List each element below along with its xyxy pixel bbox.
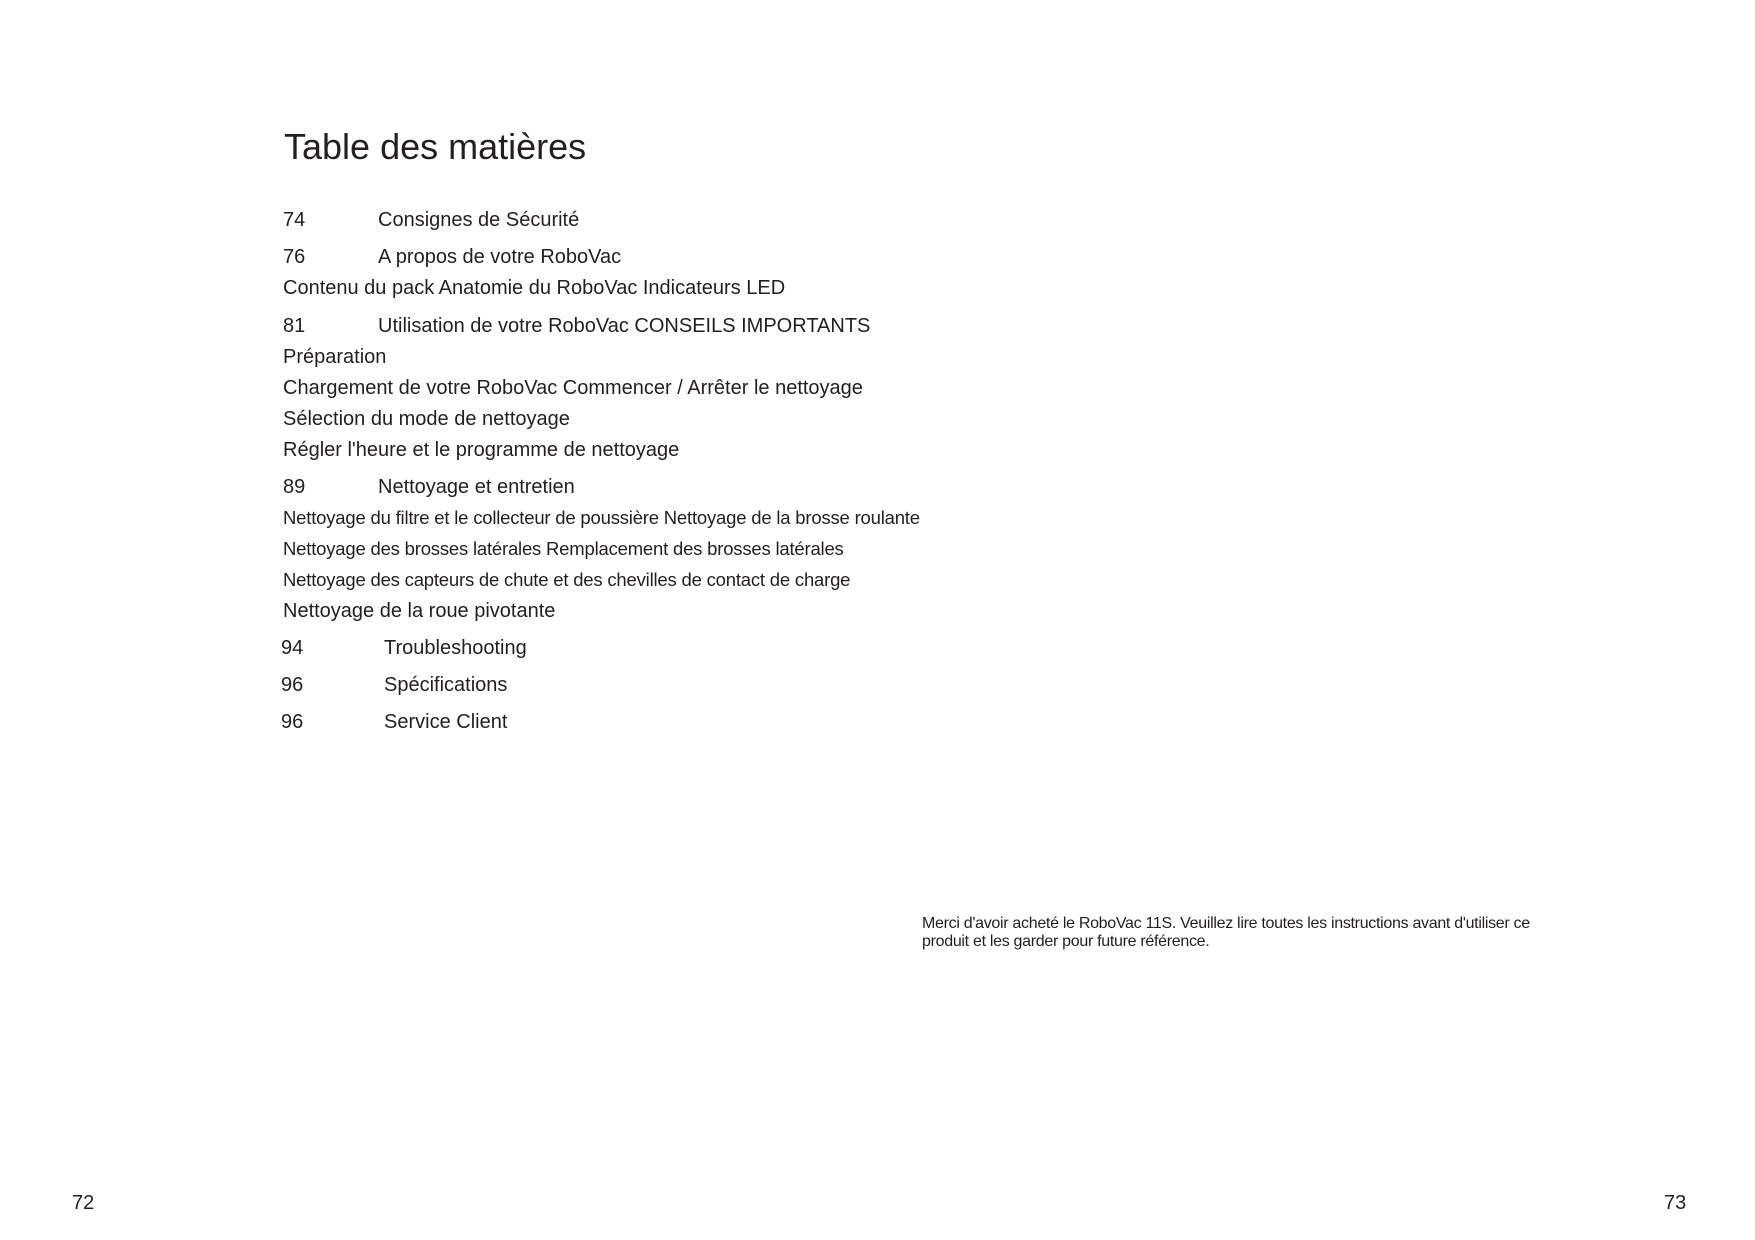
page-title: Table des matières xyxy=(284,126,587,167)
toc-page-number: 94 xyxy=(281,637,304,659)
toc-entry-label: Troubleshooting xyxy=(384,637,527,659)
toc-subentry: Sélection du mode de nettoyage xyxy=(283,408,570,430)
thank-you-line: Merci d'avoir acheté le RoboVac 11S. Veuillez lire toutes les instructions avant d'utiliser ce xyxy=(922,915,1530,932)
toc-subentry: Régler l'heure et le programme de nettoyage xyxy=(283,439,680,461)
toc-entry-label: Consignes de Sécurité xyxy=(378,209,580,231)
toc-page-number: 76 xyxy=(283,246,306,268)
toc-entry-label: Spécifications xyxy=(384,674,508,696)
toc-page-number: 96 xyxy=(281,674,304,696)
toc-entry-label: Service Client xyxy=(384,711,508,733)
toc-subentry: Nettoyage du filtre et le collecteur de poussière Nettoyage de la brosse roulante xyxy=(283,507,920,528)
toc-subentry: Préparation xyxy=(283,346,387,368)
toc-page-number: 74 xyxy=(283,209,306,231)
toc-subentry: Nettoyage des brosses latérales Remplacement des brosses latérales xyxy=(283,538,844,559)
toc-page-number: 96 xyxy=(281,711,304,733)
toc-entry-label: A propos de votre RoboVac xyxy=(378,246,622,268)
toc-entry-label: Utilisation de votre RoboVac CONSEILS IMPORTANTS xyxy=(378,315,871,337)
toc-page-number: 89 xyxy=(283,476,306,498)
thank-you-note xyxy=(922,915,1582,951)
thank-you-line: produit et les garder pour future référence. xyxy=(922,933,1210,950)
toc-entry-label: Nettoyage et entretien xyxy=(378,476,575,498)
toc-page-number: 81 xyxy=(283,315,306,337)
toc-subentry: Nettoyage de la roue pivotante xyxy=(283,600,556,622)
page-number-left: 72 xyxy=(72,1192,95,1214)
toc-subentry: Nettoyage des capteurs de chute et des chevilles de contact de charge xyxy=(283,569,851,590)
page-number-right: 73 xyxy=(1664,1192,1687,1214)
toc-subentries-about: Contenu du pack Anatomie du RoboVac Indicateurs LED xyxy=(283,277,786,299)
toc-subentry: Chargement de votre RoboVac Commencer / Arrêter le nettoyage xyxy=(283,377,863,399)
